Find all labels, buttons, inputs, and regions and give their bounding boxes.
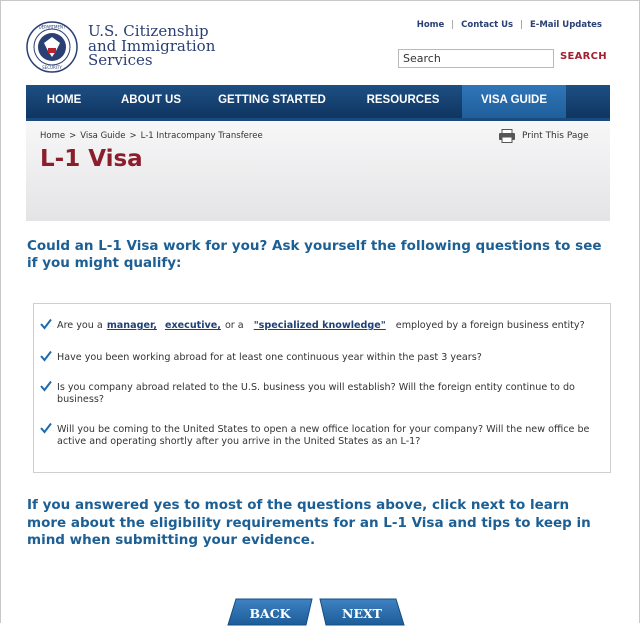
page-title: L-1 Visa [40,146,143,172]
back-label: BACK [249,605,291,621]
breadcrumb-visa-guide[interactable]: Visa Guide [80,131,126,141]
dhs-seal-logo[interactable] [26,21,78,73]
agency-name[interactable] [88,24,215,68]
print-page-button[interactable] [498,129,589,143]
breadcrumb-home[interactable]: Home [40,131,66,141]
search-button[interactable]: SEARCH [560,51,607,62]
next-label: NEXT [342,605,382,621]
question-item-3 [40,382,617,405]
manager-link[interactable]: manager, [106,320,157,331]
nav-getting-started[interactable]: GETTING STARTED [218,94,326,106]
breadcrumb-separator: > [129,131,137,141]
checkmark-icon [40,380,52,392]
print-label: Print This Page [522,131,589,141]
checkmark-icon [40,422,52,434]
main-nav [26,85,610,118]
q1-text-post: employed by a foreign business entity? [395,320,585,331]
back-button[interactable] [226,598,314,626]
q1-text-mid: or a [224,320,244,331]
link-divider: | [451,20,455,30]
specialized-knowledge-link[interactable]: "specialized knowledge" [253,320,386,331]
q4-text: Will you be coming to the United States to open a new office location for your company? Will the new office be active and operating shortly after you arrive in the United States as an L-1? [57,424,590,447]
breadcrumb [40,131,263,141]
intro-heading: Could an L-1 Visa work for you? Ask yourself the following questions to see if you might qualify: [27,238,602,271]
nav-home[interactable]: HOME [46,94,82,106]
link-divider: | [520,20,523,30]
nav-resources[interactable]: RESOURCES [366,94,440,106]
svg-text:DEPARTMENT: DEPARTMENT [38,24,66,30]
nav-about-us[interactable]: ABOUT US [120,94,182,106]
email-updates-link[interactable]: E-Mail Updates [529,20,602,30]
q3-text: Is you company abroad related to the U.S. business you will establish? Will the foreign entity continue to do business? [57,382,575,405]
breadcrumb-separator: > [69,131,77,141]
q2-text: Have you been working abroad for at least one continuous year within the past 3 years? [57,352,482,363]
executive-link[interactable]: executive, [164,320,221,331]
home-link[interactable]: Home [416,20,445,30]
outro-text: If you answered yes to most of the questions above, click next to learn more about the eligibility requirements for an L-1 Visa and tips to keep in mind when submitting your evidence. [27,497,591,548]
checkmark-icon [40,318,52,330]
breadcrumb-current: L-1 Intracompany Transferee [140,131,263,141]
nav-visa-guide[interactable]: VISA GUIDE [462,85,566,120]
q1-text-pre: Are you a [57,320,103,331]
question-item-2 [40,352,617,364]
agency-line-2: and Immigration [88,36,216,55]
agency-line-3: Services [88,51,153,69]
svg-text:SECURITY: SECURITY [42,65,62,70]
checkmark-icon [40,350,52,362]
next-button[interactable] [318,598,406,626]
contact-us-link[interactable]: Contact Us [461,20,514,30]
agency-line-1: U.S. Citizenship [88,22,209,40]
question-item-1 [40,320,617,332]
utility-links [417,20,602,30]
printer-icon [498,129,516,143]
question-item-4 [40,424,617,447]
search-input[interactable] [398,49,554,68]
